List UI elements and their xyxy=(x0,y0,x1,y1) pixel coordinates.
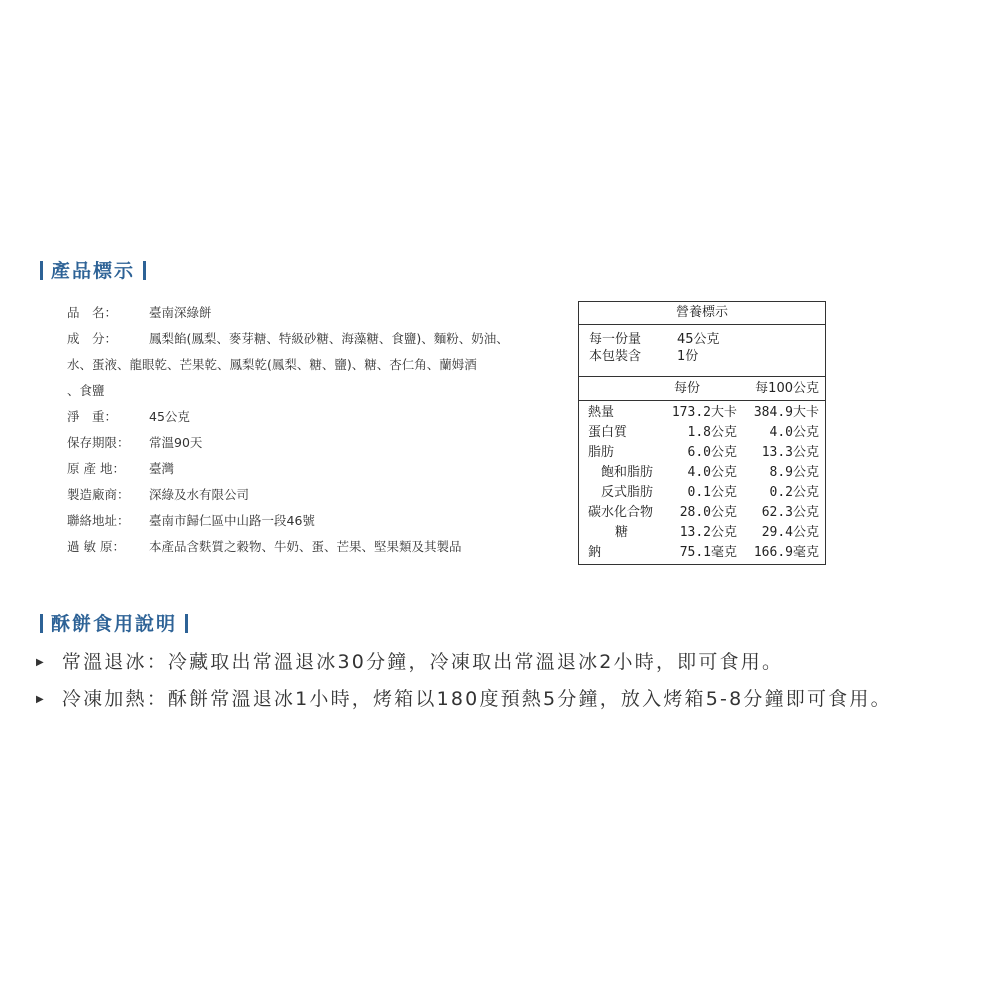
nutrient-per-serving: 173.2大卡 xyxy=(671,405,737,420)
info-label: 製造廠商： xyxy=(67,487,130,502)
serving-label: 每一份量 xyxy=(589,332,642,347)
info-row-origin xyxy=(67,456,567,482)
serving-value: 45公克 xyxy=(677,332,720,347)
nutrient-name: 鈉 xyxy=(588,545,602,560)
nutrition-row xyxy=(579,543,825,563)
nutrition-title: 營養標示 xyxy=(579,302,825,325)
pack-value: 1份 xyxy=(677,349,699,364)
nutrient-per-100g: 62.3公克 xyxy=(761,505,819,520)
info-label: 淨 重： xyxy=(67,409,118,424)
info-row-maker xyxy=(67,482,567,508)
heading-bar-left xyxy=(40,614,43,633)
info-row-name xyxy=(67,300,567,326)
serving-size-row xyxy=(579,325,825,348)
servings-per-pack-row xyxy=(579,348,825,365)
nutrient-per-serving: 13.2公克 xyxy=(679,525,737,540)
info-label: 原 產 地： xyxy=(67,461,125,476)
nutrient-per-serving: 4.0公克 xyxy=(687,465,737,480)
nutrient-per-100g: 29.4公克 xyxy=(761,525,819,540)
info-row-allergen xyxy=(67,534,567,560)
usage-heading: 酥餅食用說明 xyxy=(40,609,188,636)
nutrition-row xyxy=(579,503,825,523)
nutrition-row xyxy=(579,523,825,543)
nutrient-name: 熱量 xyxy=(588,405,615,420)
info-value: 本產品含麩質之穀物、牛奶、蛋、芒果、堅果類及其製品 xyxy=(149,539,462,554)
info-value: 鳳梨餡(鳳梨、麥芽糖、特級砂糖、海藻糖、食鹽)、麵粉、奶油、 xyxy=(149,331,509,346)
heading-bar-right xyxy=(185,614,188,633)
product-info xyxy=(67,300,567,560)
info-row-address xyxy=(67,508,567,534)
info-label: 聯絡地址： xyxy=(67,513,130,528)
nutrient-per-serving: 1.8公克 xyxy=(687,425,737,440)
info-value: 臺南深綠餅 xyxy=(149,305,212,320)
pack-label: 本包裝含 xyxy=(589,349,642,364)
info-value: 臺灣 xyxy=(149,461,175,476)
nutrition-table xyxy=(578,301,826,565)
bullet-arrow-icon: ▶ xyxy=(36,657,46,668)
nutrient-name: 反式脂肪 xyxy=(601,485,654,500)
nutrition-row xyxy=(579,423,825,443)
usage-instructions xyxy=(36,644,966,718)
info-value: 臺南市歸仁區中山路一段46號 xyxy=(149,513,315,528)
info-row-ingredients xyxy=(67,326,567,404)
nutrient-per-100g: 4.0公克 xyxy=(769,425,819,440)
column-per-100g: 每100公克 xyxy=(755,381,819,396)
nutrient-per-100g: 384.9大卡 xyxy=(753,405,819,420)
info-row-weight xyxy=(67,404,567,430)
info-value: 常溫90天 xyxy=(149,435,203,450)
info-label: 過 敏 原： xyxy=(67,539,125,554)
info-label: 品 名： xyxy=(67,305,118,320)
column-per-serving: 每份 xyxy=(674,381,701,396)
info-value: 深綠及水有限公司 xyxy=(149,487,250,502)
nutrient-name: 飽和脂肪 xyxy=(601,465,654,480)
nutrient-per-serving: 6.0公克 xyxy=(687,445,737,460)
nutrient-name: 蛋白質 xyxy=(588,425,628,440)
nutrition-rows xyxy=(579,403,825,563)
usage-item-heat: ▶ 冷凍加熱：酥餅常溫退冰1小時，烤箱以180度預熱5分鐘，放入烤箱5-8分鐘即可食用。 xyxy=(36,681,966,718)
nutrition-row xyxy=(579,463,825,483)
nutrient-per-100g: 166.9毫克 xyxy=(753,545,819,560)
product-label-heading: 產品標示 xyxy=(40,256,146,283)
nutrient-name: 脂肪 xyxy=(588,445,615,460)
info-value: 45公克 xyxy=(149,409,190,424)
nutrient-name: 碳水化合物 xyxy=(588,505,654,520)
nutrient-per-100g: 8.9公克 xyxy=(769,465,819,480)
nutrition-row xyxy=(579,483,825,503)
nutrient-per-serving: 28.0公克 xyxy=(679,505,737,520)
nutrient-per-serving: 0.1公克 xyxy=(687,485,737,500)
nutrient-per-serving: 75.1毫克 xyxy=(679,545,737,560)
info-row-shelf xyxy=(67,430,567,456)
info-label: 保存期限： xyxy=(67,435,130,450)
info-label: 成 分： xyxy=(67,331,118,346)
info-value-cont: 水、蛋液、龍眼乾、芒果乾、鳳梨乾(鳳梨、糖、鹽)、糖、杏仁角、蘭姆酒 xyxy=(67,357,477,372)
nutrition-row xyxy=(579,403,825,423)
heading-bar-left xyxy=(40,261,43,280)
nutrient-per-100g: 13.3公克 xyxy=(761,445,819,460)
nutrition-column-headers xyxy=(579,376,825,401)
nutrient-per-100g: 0.2公克 xyxy=(769,485,819,500)
bullet-arrow-icon: ▶ xyxy=(36,694,46,705)
usage-item-thaw: ▶ 常溫退冰：冷藏取出常溫退冰30分鐘，冷凍取出常溫退冰2小時，即可食用。 xyxy=(36,644,966,681)
nutrition-row xyxy=(579,443,825,463)
nutrient-name: 糖 xyxy=(615,525,629,540)
heading-bar-right xyxy=(143,261,146,280)
info-value-cont: 、食鹽 xyxy=(67,383,105,398)
